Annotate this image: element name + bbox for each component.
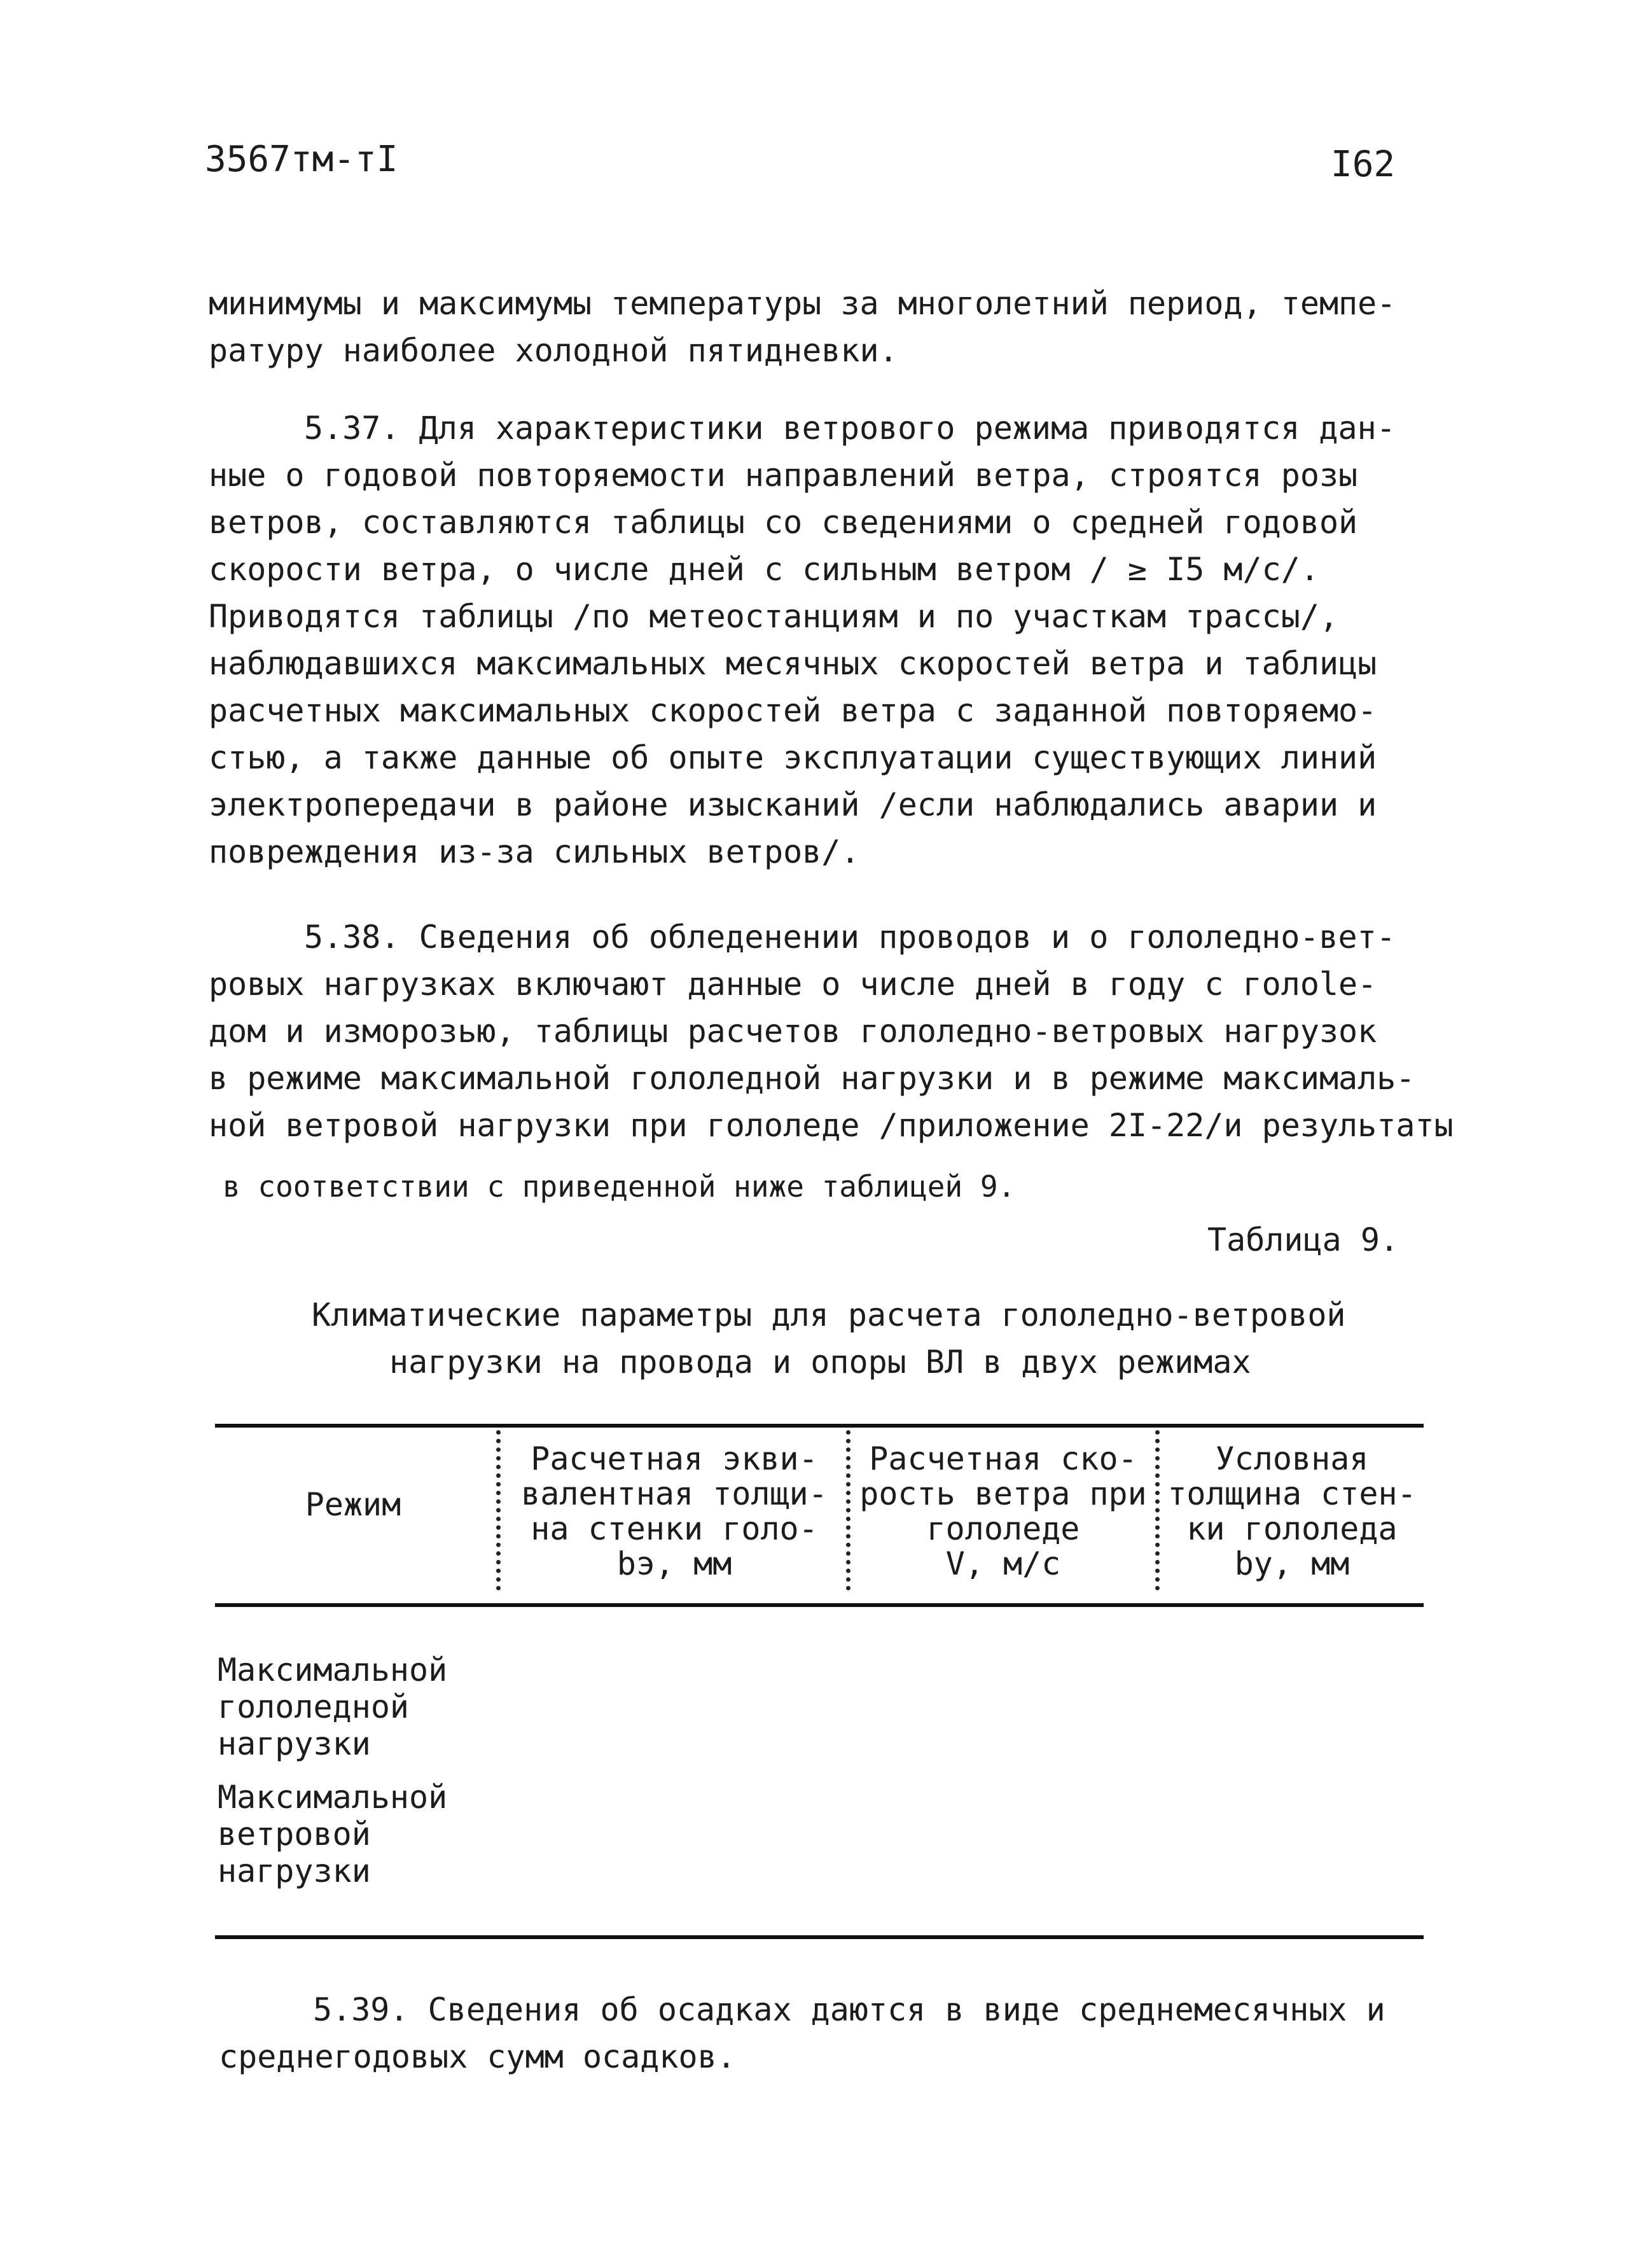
table-title-line: нагрузки на провода и опоры ВЛ в двух режимах bbox=[389, 1344, 1251, 1381]
row-label-line: Максимальной bbox=[218, 1652, 448, 1688]
column-separator bbox=[846, 1430, 850, 1590]
row-label-line: Максимальной bbox=[218, 1779, 448, 1816]
header-line: V, м/с bbox=[945, 1545, 1061, 1582]
header-mode: Режим bbox=[305, 1486, 401, 1523]
page-number: I62 bbox=[1331, 144, 1396, 185]
header-line: Расчетная экви- bbox=[531, 1440, 818, 1477]
paragraph-5-38-line: дом и изморозью, таблицы расчетов гололедно-ветровых нагрузок bbox=[209, 1013, 1377, 1050]
header-line: толщина стен- bbox=[1167, 1475, 1417, 1512]
paragraph-5-38-line: в режиме максимальной гололедной нагрузки и в режиме максималь- bbox=[209, 1060, 1415, 1097]
paragraph-5-37-line: расчетных максимальных скоростей ветра с заданной повторяемо- bbox=[209, 692, 1377, 729]
paragraph-5-37-line: электропередачи в районе изысканий /если наблюдались аварии и bbox=[209, 786, 1377, 823]
header-line: bэ, мм bbox=[616, 1545, 732, 1582]
table-bottom-rule bbox=[215, 1935, 1424, 1939]
paragraph-5-39-line: 5.39. Сведения об осадках даются в виде среднемесячных и bbox=[313, 1991, 1385, 2028]
paragraph-5-37-line: 5.37. Для характеристики ветрового режима приводятся дан- bbox=[304, 410, 1396, 447]
header-line: рость ветра при bbox=[859, 1475, 1147, 1512]
document-code: 3567тм-тI bbox=[205, 139, 398, 180]
column-separator bbox=[1155, 1430, 1160, 1590]
table-title-line: Климатические параметры для расчета гололедно-ветровой bbox=[312, 1297, 1346, 1333]
row-label-line: нагрузки bbox=[218, 1853, 371, 1889]
paragraph-5-37-line: ные о годовой повторяемости направлений ветра, строятся розы bbox=[209, 457, 1358, 494]
row-label-line: гололедной bbox=[218, 1688, 410, 1725]
paragraph-5-37-line: стью, а также данные об опыте эксплуатации существующих линий bbox=[209, 739, 1377, 776]
paragraph-5-38-line: в соответствии с приведенной ниже таблицей 9. bbox=[223, 1169, 1016, 1204]
header-line: bу, мм bbox=[1234, 1545, 1350, 1582]
header-line: Условная bbox=[1215, 1440, 1369, 1477]
paragraph-5-37-line: ветров, составляются таблицы со сведениями о средней годовой bbox=[209, 504, 1358, 541]
header-line: валентная толщи- bbox=[521, 1475, 828, 1512]
paragraph-5-38-line: ровых нагрузках включают данные о числе дней в году с голole- bbox=[209, 966, 1377, 1003]
header-line: гололеде bbox=[926, 1510, 1080, 1547]
paragraph-5-37-line: Приводятся таблицы /по метеостанциям и по участкам трассы/, bbox=[209, 598, 1339, 635]
header-line: Расчетная ско- bbox=[869, 1440, 1137, 1477]
paragraph-5-38-line: ной ветровой нагрузки при гололеде /приложение 2I-22/и результаты bbox=[209, 1107, 1454, 1144]
paragraph-5-38-line: 5.38. Сведения об обледенении проводов и о гололедно-вет- bbox=[304, 919, 1396, 956]
row-label-line: нагрузки bbox=[218, 1725, 371, 1762]
table-label: Таблица 9. bbox=[1207, 1221, 1399, 1258]
intro-line: минимумы и максимумы температуры за многолетний период, темпе- bbox=[209, 285, 1396, 322]
paragraph-5-37-line: повреждения из-за сильных ветров/. bbox=[209, 833, 860, 870]
header-bottom-rule bbox=[215, 1603, 1424, 1607]
row-label-line: ветровой bbox=[218, 1816, 371, 1853]
header-line: ки гололеда bbox=[1186, 1510, 1398, 1547]
intro-line: ратуру наиболее холодной пятидневки. bbox=[209, 332, 898, 369]
column-separator bbox=[496, 1430, 501, 1590]
paragraph-5-37-line: наблюдавшихся максимальных месячных скоростей ветра и таблицы bbox=[209, 645, 1377, 682]
header-line: на стенки голо- bbox=[531, 1510, 818, 1547]
table-top-rule bbox=[215, 1424, 1424, 1428]
paragraph-5-37-line: скорости ветра, о числе дней с сильным ветром / ≥ I5 м/с/. bbox=[209, 551, 1319, 588]
paragraph-5-39-line: среднегодовых сумм осадков. bbox=[219, 2038, 736, 2075]
